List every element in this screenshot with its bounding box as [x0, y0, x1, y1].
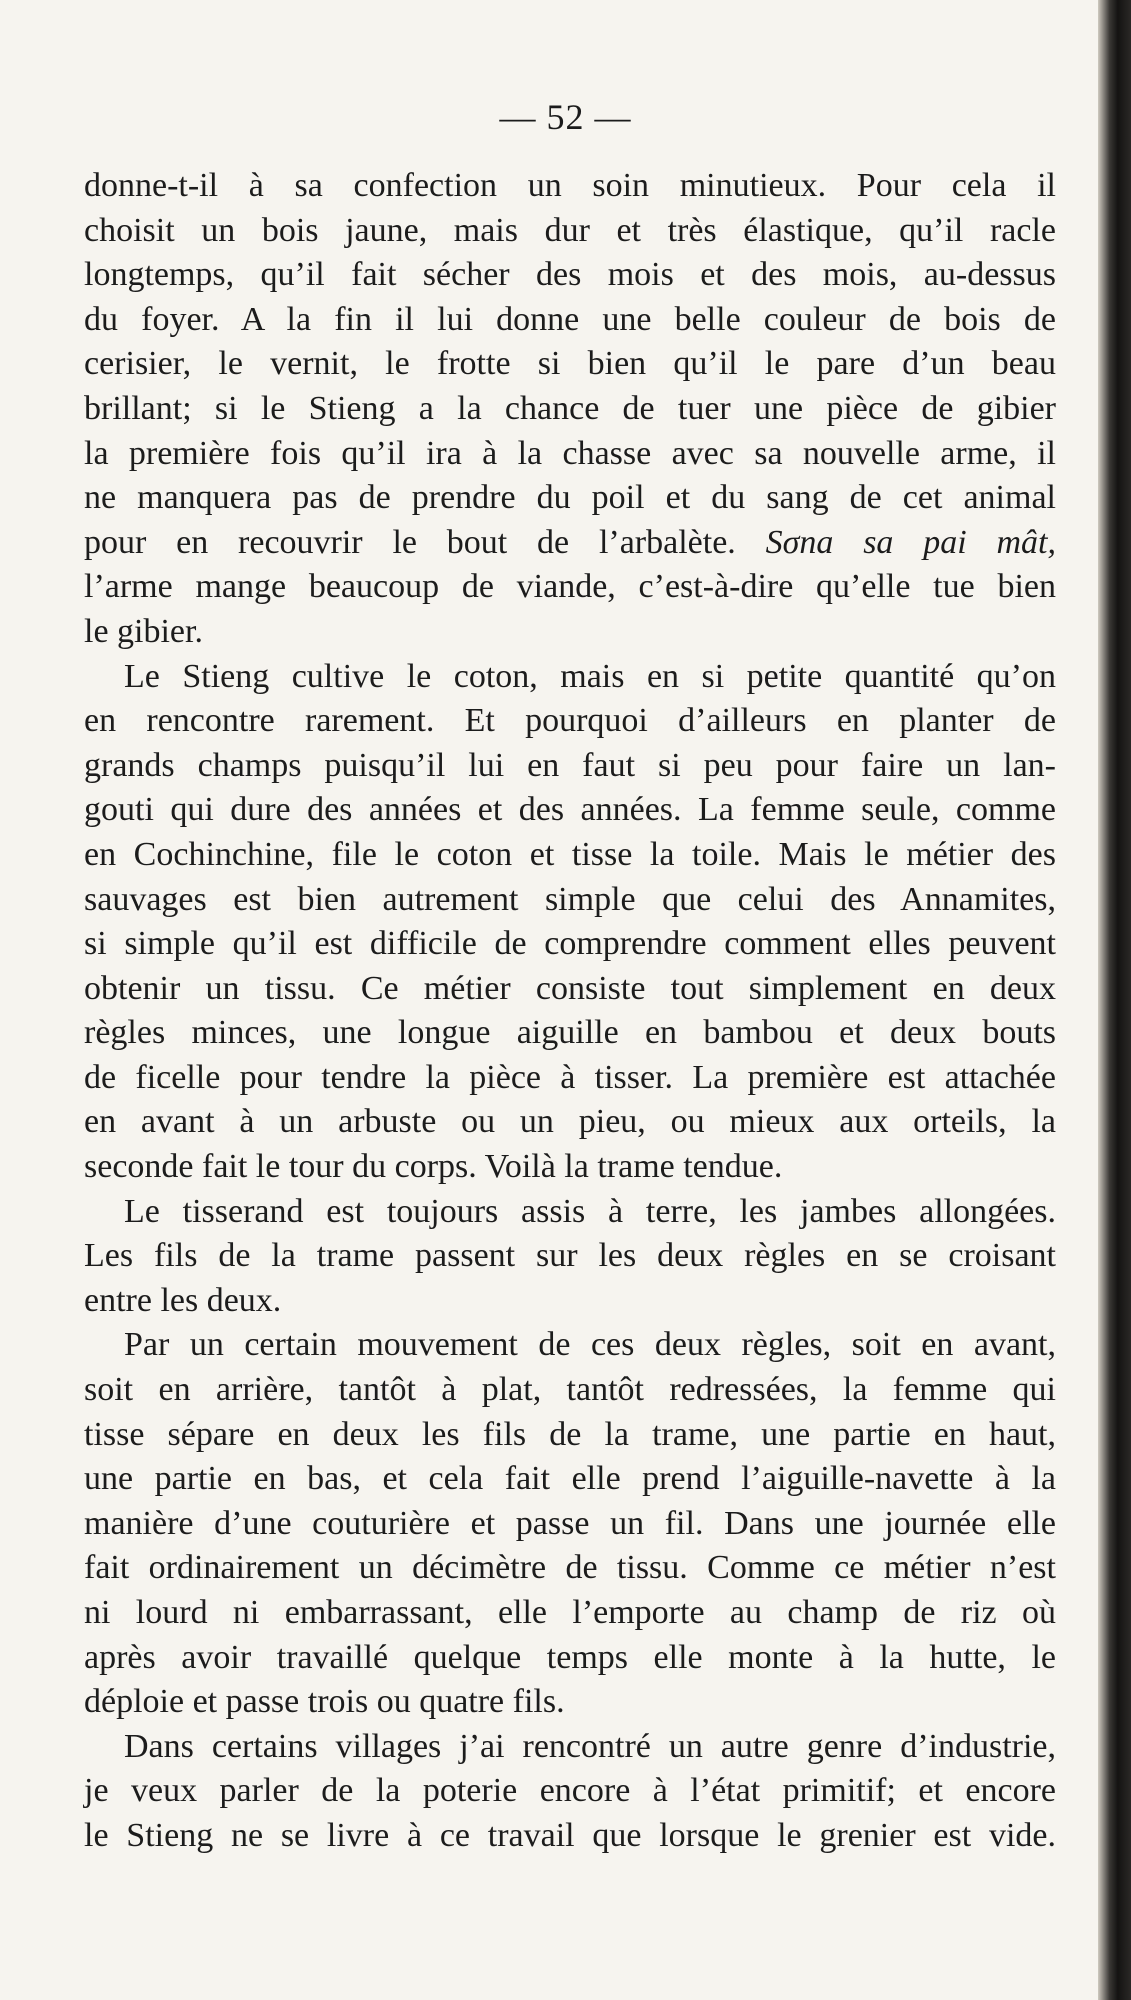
text-line: Par un certain mouvement de ces deux règles, soit en avant,: [124, 1326, 1056, 1364]
text-line: grands champs puisqu’il lui en faut si peu pour faire un lan-: [84, 746, 1056, 784]
text-segment: pour en recouvrir le bout de l’arbalète.: [84, 523, 766, 561]
text-line: en rencontre rarement. Et pourquoi d’ailleurs en planter de: [84, 702, 1056, 740]
text-line: de ficelle pour tendre la pièce à tisser. La première est attachée: [84, 1058, 1056, 1096]
text-line: en avant à un arbuste ou un pieu, ou mieux aux orteils, la: [84, 1103, 1056, 1141]
paragraph: [84, 1725, 1056, 1859]
paragraph: [84, 1190, 1056, 1324]
page-number: — 52 —: [499, 97, 632, 137]
text-line: brillant; si le Stieng a la chance de tuer une pièce de gibier: [84, 389, 1056, 427]
text-line: tisse sépare en deux les fils de la trame, une partie en haut,: [84, 1415, 1056, 1453]
text-line: choisit un bois jaune, mais dur et très élastique, qu’il racle: [84, 211, 1056, 249]
text-line: ne manquera pas de prendre du poil et du sang de cet animal: [84, 479, 1056, 517]
text-line-with-italic: [84, 521, 1056, 566]
text-line: Les fils de la trame passent sur les deux règles en se croisant: [84, 1237, 1056, 1275]
text-line: la première fois qu’il ira à la chasse avec sa nouvelle arme, il: [84, 434, 1056, 472]
text-line: Le Stieng cultive le coton, mais en si petite quantité qu’on: [124, 657, 1056, 695]
text-line: obtenir un tissu. Ce métier consiste tout simplement en deux: [84, 969, 1056, 1007]
text-line: du foyer. A la fin il lui donne une belle couleur de bois de: [84, 300, 1056, 338]
text-line: déploie et passe trois ou quatre fils.: [84, 1683, 565, 1721]
text-line: manière d’une couturière et passe un fil. Dans une journée elle: [84, 1504, 1056, 1542]
body-text: [84, 164, 1056, 1859]
page-binding-edge: [1098, 0, 1131, 2000]
text-line: cerisier, le vernit, le frotte si bien qu’il le pare d’un beau: [84, 345, 1056, 383]
text-line: si simple qu’il est difficile de comprendre comment elles peuvent: [84, 925, 1056, 963]
text-line: règles minces, une longue aiguille en bambou et deux bouts: [84, 1014, 1056, 1052]
text-line: entre les deux.: [84, 1281, 282, 1319]
paragraph: [84, 655, 1056, 1190]
text-line: donne-t-il à sa confection un soin minutieux. Pour cela il: [84, 167, 1056, 204]
text-line: gouti qui dure des années et des années. La femme seule, comme: [84, 791, 1056, 829]
text-line: longtemps, qu’il fait sécher des mois et des mois, au-dessus: [84, 256, 1056, 294]
text-line: je veux parler de la poterie encore à l’état primitif; et encore: [84, 1772, 1056, 1810]
text-line: Dans certains villages j’ai rencontré un autre genre d’industrie,: [124, 1727, 1056, 1765]
text-line: seconde fait le tour du corps. Voilà la trame tendue.: [84, 1148, 783, 1186]
text-line: après avoir travaillé quelque temps elle monte à la hutte, le: [84, 1638, 1056, 1676]
text-line: sauvages est bien autrement simple que celui des Annamites,: [84, 880, 1056, 918]
text-line: en Cochinchine, file le coton et tisse la toile. Mais le métier des: [84, 835, 1056, 873]
text-line: Le tisserand est toujours assis à terre, les jambes allongées.: [124, 1192, 1056, 1230]
paragraph: [84, 1323, 1056, 1724]
text-line: le gibier.: [84, 612, 203, 650]
text-line: soit en arrière, tantôt à plat, tantôt redressées, la femme qui: [84, 1371, 1056, 1409]
text-line: l’arme mange beaucoup de viande, c’est-à-dire qu’elle tue bien: [84, 568, 1056, 606]
text-line: une partie en bas, et cela fait elle prend l’aiguille-navette à la: [84, 1460, 1056, 1498]
italic-phrase: Sσna sa pai mât,: [765, 523, 1056, 561]
text-line: fait ordinairement un décimètre de tissu. Comme ce métier n’est: [84, 1549, 1056, 1587]
text-line: le Stieng ne se livre à ce travail que lorsque le grenier est vide.: [84, 1816, 1056, 1854]
text-line: ni lourd ni embarrassant, elle l’emporte au champ de riz où: [84, 1594, 1056, 1631]
paragraph: [84, 164, 1056, 655]
